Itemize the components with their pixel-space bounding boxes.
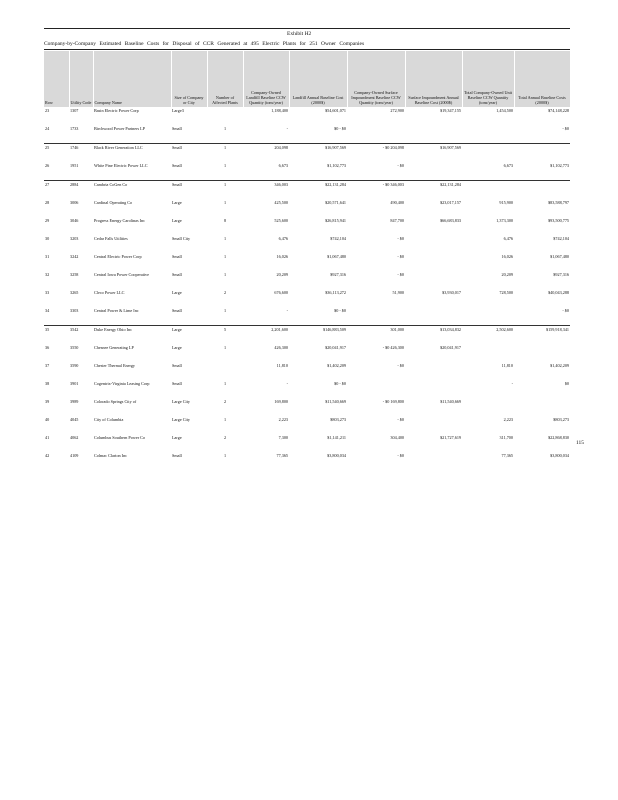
total-quantity-cell [462,344,514,362]
company-name-cell: Central Electric Power Corp [94,254,142,259]
company-size-cell: Large [172,200,182,205]
impoundment-cost-cell [405,162,462,181]
total-quantity-cell [462,125,514,144]
landfill-cost-cell: $36,113,272 [325,290,346,295]
utility-code-cell: 3046 [70,218,79,223]
col-header: Company-Owned Surface Impoundment Baseline CCW Quantity (tons/year) [347,51,405,107]
total-quantity-cell: 2,223 [503,417,513,422]
total-quantity-cell: - [511,381,513,386]
row-number-cell: 31 [45,254,50,259]
row-number-cell: 39 [45,399,50,404]
company-name-cell: Progress Energy Carolinas Inc [94,218,145,223]
table-row [44,398,570,416]
company-name-cell: City of Columbia [94,417,124,422]
landfill-cost-cell: $22,131,284 [289,181,347,200]
landfill-quantity-cell: - [286,126,288,131]
total-cost-cell [514,181,570,200]
affected-plants-cell: 1 [223,236,227,241]
impoundment-quantity-cell: 847,700 [390,218,404,223]
utility-code-cell: 4045 [70,417,79,422]
company-name-cell: Chester Thermal Energy [94,363,136,368]
utility-code-cell: 3203 [70,236,79,241]
total-cost-cell: $742,104 [553,236,569,241]
company-name-cell: Birchwood Power Partners LP [94,126,146,131]
col-header: Row [44,51,69,107]
table-row [44,217,570,235]
landfill-quantity-cell: 525,600 [274,218,288,223]
utility-code-cell: 3265 [70,290,79,295]
landfill-cost-cell: $0 - $0 [334,126,346,131]
total-cost-cell: $83,588,797 [548,200,569,205]
company-name-cell: Central Power & Lime Inc [94,308,139,313]
impoundment-quantity-cell: - $0 346,003 [347,181,405,200]
landfill-quantity-cell: 6,476 [278,236,288,241]
table-row [44,289,570,307]
landfill-cost-cell: $16,907,569 [289,144,347,163]
landfill-cost-cell: $0 - $0 [334,308,346,313]
table-row [44,253,570,271]
row-number-cell: 32 [45,272,50,277]
impoundment-cost-cell [405,362,462,380]
utility-code-cell: 2884 [69,181,93,200]
affected-plants-cell: 1 [223,453,227,458]
total-quantity-cell: 311,700 [499,435,513,440]
impoundment-cost-cell: $13,034,832 [405,326,462,345]
total-cost-cell: $74,148,228 [548,108,569,113]
cost-table [44,51,571,470]
impoundment-cost-cell [405,380,462,398]
landfill-cost-cell: $20,571,641 [325,200,346,205]
impoundment-cost-cell [405,416,462,434]
affected-plants-cell: 2 [223,290,227,295]
landfill-cost-cell: $20,041,917 [325,345,346,350]
utility-code-cell: 3590 [70,363,79,368]
row-number-cell: 36 [45,345,50,350]
impoundment-quantity-cell: 304,400 [390,435,404,440]
total-cost-cell: $803,273 [553,417,569,422]
company-name-cell: Columbus Southern Power Co [94,435,146,440]
table-body [44,107,570,470]
total-cost-cell: $22,868,830 [548,435,569,440]
utility-code-cell: 1307 [70,108,79,113]
impoundment-quantity-cell [347,307,405,326]
total-quantity-cell: 1,373,300 [496,218,513,223]
row-number-cell: 29 [45,218,50,223]
company-name-cell: Cambria CoGen Co [93,181,171,200]
table-title: Company-by-Company Estimated Baseline Costs for Disposal of CCR Generated at 495 Electric Plants for 251 Owner Companies [44,41,365,47]
table-row [44,326,570,345]
table-row [44,344,570,362]
affected-plants-cell: 1 [207,144,243,163]
impoundment-quantity-cell: - $0 [397,163,404,168]
table-row [44,416,570,434]
affected-plants-cell: 1 [223,254,227,259]
landfill-cost-cell: $26,815,941 [325,218,346,223]
total-quantity-cell [462,307,514,326]
utility-code-cell: 3303 [70,308,79,313]
company-name-cell: Chesnee Generating LP [94,345,134,350]
impoundment-cost-cell: $20,041,917 [440,345,461,350]
company-name-cell: Cardinal Operating Co [94,200,133,205]
company-size-cell: Small [172,163,182,168]
affected-plants-cell: 8 [223,218,227,223]
total-cost-cell [514,398,570,416]
landfill-cost-cell: $927,316 [330,272,346,277]
row-number-cell: 37 [45,363,50,368]
company-size-cell: Small [172,272,182,277]
affected-plants-cell: 1 [223,381,227,386]
total-cost-cell [514,144,570,163]
total-quantity-cell: 2,502,600 [462,326,514,345]
landfill-quantity-cell: 2,223 [278,417,288,422]
row-number-cell: 41 [45,435,50,440]
impoundment-cost-cell: $21,727,619 [440,435,461,440]
table-row [44,235,570,253]
total-quantity-cell: 77,365 [501,453,513,458]
table-row [44,452,570,470]
landfill-quantity-cell: 7,300 [278,435,288,440]
landfill-quantity-cell: - [286,381,288,386]
utility-code-cell: 3258 [70,272,79,277]
utility-code-cell: 3550 [70,345,79,350]
company-name-cell: Basin Electric Power Corp [94,108,139,113]
landfill-cost-cell: $11,540,669 [325,399,346,404]
impoundment-cost-cell: $19,347,155 [440,108,461,113]
total-cost-cell: $0 [564,381,569,386]
landfill-quantity-cell: 16,026 [276,254,288,259]
total-quantity-cell: 1,454,500 [496,108,513,113]
company-size-cell: Large City [172,399,190,404]
landfill-cost-cell: $1,402,209 [327,363,346,368]
company-size-cell: Large [172,218,182,223]
company-size-cell: Small City [172,236,191,241]
impoundment-cost-cell [405,125,462,144]
company-size-cell: Large [172,345,182,350]
company-name-cell: Cleco Power LLC [94,290,125,295]
row-number-cell: 25 [44,144,69,163]
company-size-cell: Small [172,126,182,131]
table-row [44,199,570,217]
landfill-quantity-cell: 11,810 [276,363,288,368]
landfill-cost-cell: $1,141,211 [327,435,346,440]
total-cost-cell: - $0 [562,308,569,313]
table-row [44,380,570,398]
impoundment-quantity-cell: - $0 [397,236,404,241]
impoundment-quantity-cell: 51,900 [392,290,404,295]
total-cost-cell: $1,402,209 [550,363,569,368]
impoundment-quantity-cell: - $0 [397,453,404,458]
company-size-cell: Small [172,363,182,368]
utility-code-cell: 3242 [70,254,79,259]
row-number-cell: 38 [45,381,50,386]
total-quantity-cell: 11,810 [501,363,513,368]
col-header: Size of Company or City [171,51,207,107]
affected-plants-cell: 1 [223,272,227,277]
impoundment-cost-cell [405,253,462,271]
utility-code-cell: 1733 [70,126,79,131]
impoundment-quantity-cell: 301,000 [347,326,405,345]
title-rule [44,49,570,50]
company-size-cell: Large3 [172,108,184,113]
impoundment-quantity-cell: - $0 [397,363,404,368]
total-quantity-cell [462,144,514,163]
impoundment-quantity-cell: - $0 [397,254,404,259]
col-header: Company Name [93,51,171,107]
landfill-cost-cell: $146,883,509 [289,326,347,345]
landfill-cost-cell: $0 - $0 [334,381,346,386]
total-cost-cell: $1,102,773 [550,163,569,168]
affected-plants-cell [207,362,243,380]
row-number-cell: 40 [45,417,50,422]
col-header: Company-Owned Landfill Baseline CCW Quantity (tons/year) [243,51,289,107]
company-name-cell: Colorado Springs City of [94,399,137,404]
company-size-cell: Small [171,181,207,200]
affected-plants-cell: 1 [223,200,227,205]
table-row [44,362,570,380]
landfill-quantity-cell: 6,673 [278,163,288,168]
col-header: Total Annual Baseline Costs (2000$) [514,51,570,107]
table-row [44,125,570,144]
total-quantity-cell [462,181,514,200]
total-cost-cell: $927,316 [553,272,569,277]
total-quantity-cell [462,398,514,416]
company-size-cell: Large [172,290,182,295]
utility-code-cell: 3989 [70,399,79,404]
company-name-cell: Colmac Clarion Inc [94,453,128,458]
utility-code-cell: 3901 [70,381,79,386]
total-cost-cell: $93,500,775 [548,218,569,223]
row-number-cell: 24 [45,126,50,131]
landfill-cost-cell: $1,067,480 [327,254,346,259]
table-row [44,434,570,452]
affected-plants-cell: 5 [207,326,243,345]
landfill-quantity-cell: 346,003 [243,181,289,200]
impoundment-cost-cell [405,452,462,470]
affected-plants-cell: 2 [223,399,227,404]
row-number-cell: 34 [45,308,50,313]
company-size-cell: Large [171,326,207,345]
landfill-quantity-cell: 77,365 [276,453,288,458]
total-quantity-cell: 728,500 [499,290,513,295]
landfill-quantity-cell: 676,600 [274,290,288,295]
impoundment-quantity-cell: 490,400 [390,200,404,205]
total-cost-cell: $3,800,034 [550,453,569,458]
affected-plants-cell: 1 [223,417,227,422]
exhibit-label: Exhibit H2 [287,31,312,37]
utility-code-cell: 1951 [70,163,79,168]
landfill-cost-cell: $803,273 [330,417,346,422]
affected-plants-cell: 1 [207,181,243,200]
impoundment-quantity-cell: - $0 169,800 [382,399,404,404]
affected-plants-cell: 1 [223,163,227,168]
utility-code-cell: 3542 [69,326,93,345]
total-quantity-cell: 6,476 [503,236,513,241]
table-row [44,144,570,163]
impoundment-quantity-cell [347,380,405,398]
landfill-quantity-cell: 425,500 [274,200,288,205]
row-number-cell: 35 [44,326,69,345]
row-number-cell: 33 [45,290,50,295]
col-header: Utility Code [69,51,93,107]
company-size-cell: Large City [172,417,190,422]
impoundment-cost-cell: $23,017,157 [440,200,461,205]
impoundment-quantity-cell: - $0 204,098 [347,144,405,163]
total-cost-cell: $159,918,341 [514,326,570,345]
page-number: 115 [576,440,585,446]
landfill-quantity-cell: 2,201,600 [243,326,289,345]
landfill-cost-cell: $3,800,034 [327,453,346,458]
company-name-cell: Cogentrix-Virginia Leasing Corp [94,381,150,386]
col-header: Total Company-Owned Unit Baseline CCW Quantity (tons/year) [462,51,514,107]
impoundment-cost-cell [405,271,462,289]
impoundment-cost-cell: $22,131,284 [405,181,462,200]
impoundment-cost-cell: $16,907,569 [405,144,462,163]
landfill-quantity-cell: 20,209 [276,272,288,277]
total-cost-cell: $1,067,480 [550,254,569,259]
company-name-cell: White Pine Electric Power LLC [94,163,148,168]
impoundment-cost-cell [405,235,462,253]
table-row [44,181,570,200]
utility-code-cell: 4109 [70,453,79,458]
company-size-cell: Small [172,308,182,313]
affected-plants-cell: 1 [223,345,227,350]
impoundment-quantity-cell: - $0 [397,272,404,277]
company-name-cell: Black River Generation LLC [93,144,171,163]
impoundment-cost-cell: $3,930,017 [442,290,461,295]
utility-code-cell: 4062 [70,435,79,440]
impoundment-quantity-cell: - $0 [397,417,404,422]
company-name-cell: Cedar Falls Utilities [94,236,128,241]
row-number-cell: 42 [45,453,50,458]
company-name-cell: Duke Energy Ohio Inc [93,326,171,345]
table-row [44,107,570,125]
total-cost-cell: $40,043,288 [548,290,569,295]
table-row [44,271,570,289]
company-size-cell: Small [172,254,182,259]
impoundment-cost-cell: $11,540,669 [440,399,461,404]
company-size-cell: Large [172,435,182,440]
total-quantity-cell: 20,209 [501,272,513,277]
table-row [44,307,570,326]
landfill-cost-cell: $742,104 [330,236,346,241]
utility-code-cell: 3006 [70,200,79,205]
company-size-cell: Small [172,453,182,458]
row-number-cell: 23 [45,108,50,113]
landfill-quantity-cell: - [286,308,288,313]
landfill-quantity-cell: 204,098 [243,144,289,163]
impoundment-cost-cell: $66,683,833 [440,218,461,223]
col-header: Number of Affected Plants [207,51,243,107]
table-row [44,162,570,181]
total-quantity-cell: 915,900 [499,200,513,205]
header-row [44,51,570,107]
total-cost-cell [514,344,570,362]
row-number-cell: 28 [45,200,50,205]
utility-code-cell: 1746 [69,144,93,163]
row-number-cell: 26 [45,163,50,168]
affected-plants-cell [207,107,243,125]
landfill-cost-cell: $54,601,071 [325,108,346,113]
col-header: Landfill Annual Baseline Cost (2000$) [289,51,347,107]
company-size-cell: Small [172,381,182,386]
impoundment-quantity-cell: 272,900 [390,108,404,113]
affected-plants-cell: 2 [223,435,227,440]
total-quantity-cell: 16,026 [501,254,513,259]
landfill-quantity-cell: 426,300 [274,345,288,350]
impoundment-quantity-cell: - $0 426,300 [382,345,404,350]
row-number-cell: 27 [44,181,69,200]
company-size-cell: Small [171,144,207,163]
company-name-cell: Central Iowa Power Cooperative [94,272,150,277]
impoundment-cost-cell [405,307,462,326]
top-rule [44,28,570,29]
landfill-quantity-cell: 1,188,400 [271,108,288,113]
affected-plants-cell: 1 [223,126,227,131]
landfill-cost-cell: $1,102,773 [327,163,346,168]
landfill-quantity-cell: 169,800 [274,399,288,404]
impoundment-quantity-cell [347,125,405,144]
total-cost-cell: - $0 [562,126,569,131]
row-number-cell: 30 [45,236,50,241]
col-header: Surface Impoundment Annual Baseline Cost (2000$) [405,51,462,107]
affected-plants-cell: 1 [223,308,227,313]
total-quantity-cell: 6,673 [503,163,513,168]
